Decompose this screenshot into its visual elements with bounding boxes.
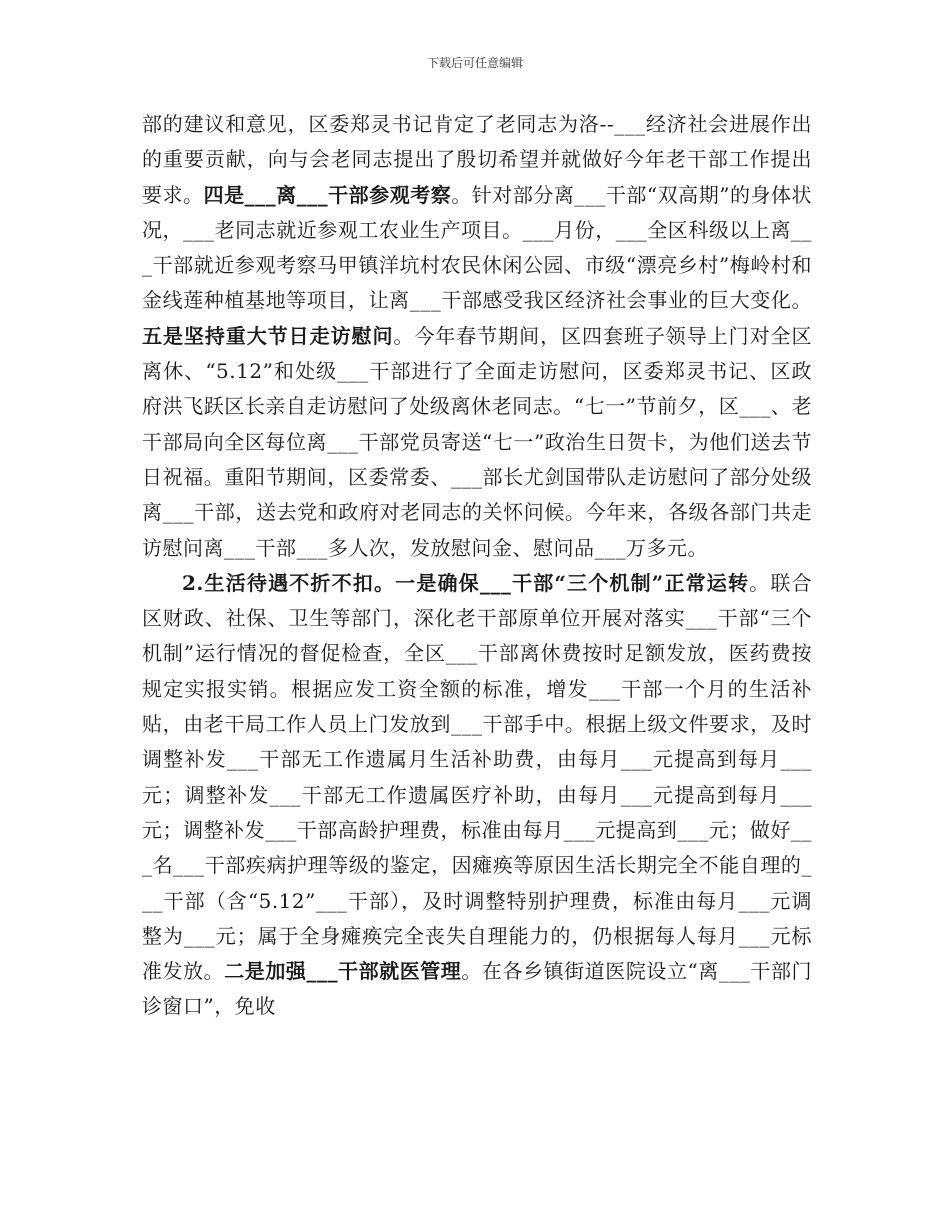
- text-run: 。联合区财政、社保、卫生等部门，深化老干部原单位开展对落实___干部“三个机制”运行情况的督促检查，全区___干部离休费按时足额发放，医药费按规定实报实销。根据应发工资全额的标准，增发___干部一个月的生活补贴，由老干局工作人员上门发放到___干部手中。根据上级文件要求，及时调整补发___干部无工作遗属月生活补助费，由每月___元提高到每月___元；调整补发___干部无工作遗属医疗补助，由每月___元提高到每月___元；调整补发___干部高龄护理费，标准由每月___元提高到___元；做好___名___干部疾病护理等级的鉴定，因瘫痪等原因生活长期完全不能自理的___干部（含“5.12”___干部），及时调整特别护理费，标准由每月___元调整为___元；属于全身瘫痪完全丧失自理能力的，仍根据每人每月___元标准发放。: [142, 570, 813, 984]
- text-run: 。今年春节期间，区四套班子领导上门对全区离休、“5.12”和处级___干部进行了全面走访慰问，区委郑灵书记、区政府洪飞跃区长亲自走访慰问了处级离休老同志。“七一”节前夕，区___、老干部局向全区每位离___干部党员寄送“七一”政治生日贺卡，为他们送去节日祝福。重阳节期间，区委常委、___部长尤剑国带队走访慰问了部分处级离___干部，送去党和政府对老同志的关怀问候。今年来，各级各部门共走访慰问离___干部___多人次，发放慰问金、慰问品___万多元。: [142, 323, 813, 560]
- document-body: [142, 107, 812, 1025]
- bold-heading-run: 二是加强___干部就医管理: [224, 959, 462, 984]
- text-run: 部的建议和意见，区委郑灵书记肯定了老同志为洛--___经济社会进展作出的重要贡献，向与会老同志提出了殷切希望并就做好今年老干部工作提出要求。: [142, 112, 812, 207]
- page-header: 下载后可任意编辑: [426, 56, 523, 70]
- bold-heading-run: 2.生活待遇不折不扣。一是确保___干部“三个机制”正常运转: [182, 570, 750, 595]
- text-run: 。针对部分离___干部“双高期”的身体状况，___老同志就近参观工农业生产项目。___月份，___全区科级以上离___干部就近参观考察马甲镇洋坑村农民休闲公园、市级“漂亮乡村”梅岭村和金线莲种植基地等项目，让离___干部感受我区经济社会事业的巨大变化。: [142, 182, 813, 313]
- bold-heading-run: 五是坚持重大节日走访慰问: [142, 323, 394, 348]
- paragraph-2: [142, 566, 812, 1025]
- text-run: 。在各乡镇街道医院设立“离___干部门诊窗口”，免收: [142, 959, 813, 1019]
- paragraph-1: [142, 107, 812, 566]
- bold-heading-run: 四是___离___干部参观考察: [203, 182, 452, 207]
